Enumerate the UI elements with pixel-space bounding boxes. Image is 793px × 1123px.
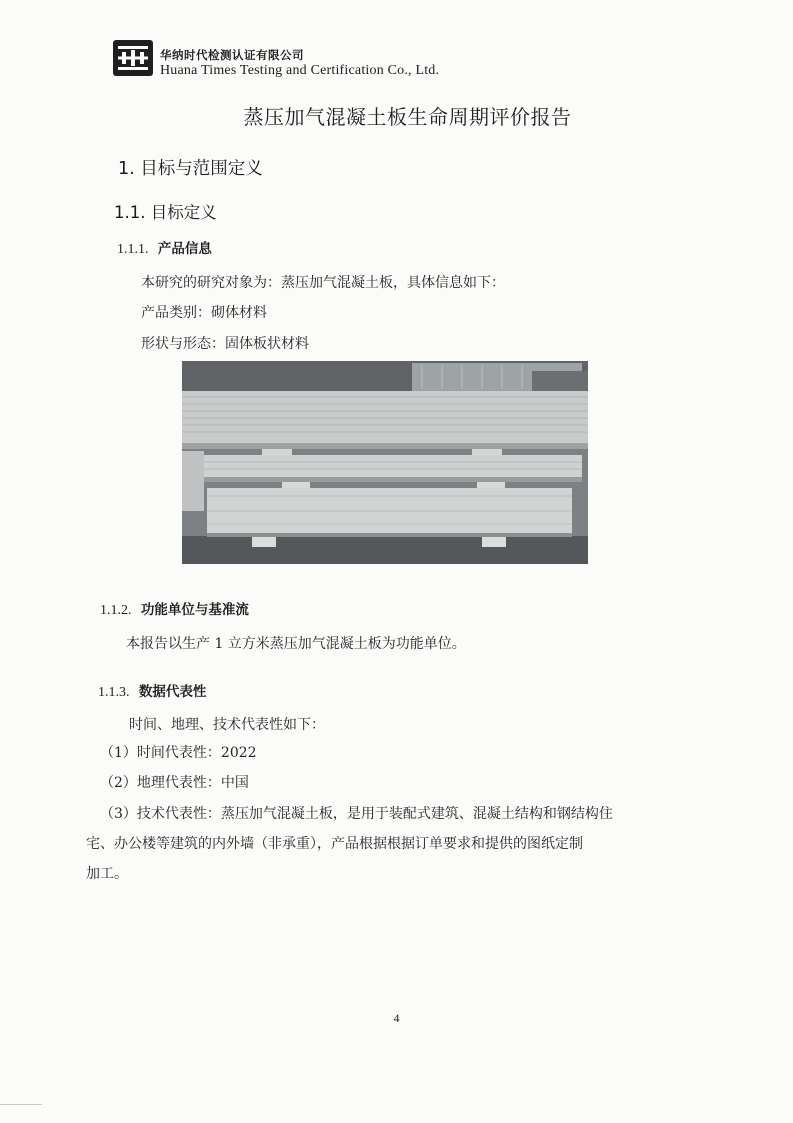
- list-item: （1）时间代表性：2022: [100, 745, 257, 761]
- company-name-en: Huana Times Testing and Certification Co., Ltd.: [160, 63, 440, 78]
- paragraph-line: 加工。: [86, 866, 128, 882]
- section-1-1-heading: 1.1. 目标定义: [114, 203, 217, 222]
- section-title: 功能单位与基准流: [140, 602, 249, 618]
- page-number: 4: [393, 1011, 400, 1025]
- paragraph-line: 时间、地理、技术代表性如下：: [129, 717, 325, 733]
- section-1-1-1-heading: [117, 237, 212, 258]
- paragraph-line: 形状与形态：固体板状材料: [141, 336, 309, 352]
- product-photo: [182, 361, 588, 564]
- list-item: （2）地理代表性：中国: [100, 775, 249, 791]
- huana-logo-icon: [113, 40, 153, 76]
- section-number: 1.1.1.: [117, 242, 149, 257]
- paragraph-line: 宅、办公楼等建筑的内外墙（非承重），产品根据根据订单要求和提供的图纸定制: [86, 836, 583, 852]
- footer-divider: [0, 1104, 42, 1105]
- section-number: 1.1.3.: [98, 685, 130, 700]
- list-item: （3）技术代表性：蒸压加气混凝土板，是用于装配式建筑、混凝土结构和钢结构住: [100, 806, 613, 822]
- paragraph-line: 产品类别：砌体材料: [141, 305, 267, 321]
- paragraph-line: 本报告以生产 1 立方米蒸压加气混凝土板为功能单位。: [126, 636, 466, 652]
- section-title: 产品信息: [157, 241, 212, 257]
- section-1-heading: 1. 目标与范围定义: [118, 159, 263, 179]
- section-1-1-2-heading: [100, 598, 249, 619]
- report-title: 蒸压加气混凝土板生命周期评价报告: [243, 105, 572, 129]
- paragraph-line: 本研究的研究对象为：蒸压加气混凝土板，具体信息如下：: [141, 275, 505, 291]
- section-title: 数据代表性: [138, 684, 207, 700]
- section-1-1-3-heading: [98, 680, 206, 701]
- company-name-cn: 华纳时代检测认证有限公司: [160, 48, 304, 62]
- section-number: 1.1.2.: [100, 603, 132, 618]
